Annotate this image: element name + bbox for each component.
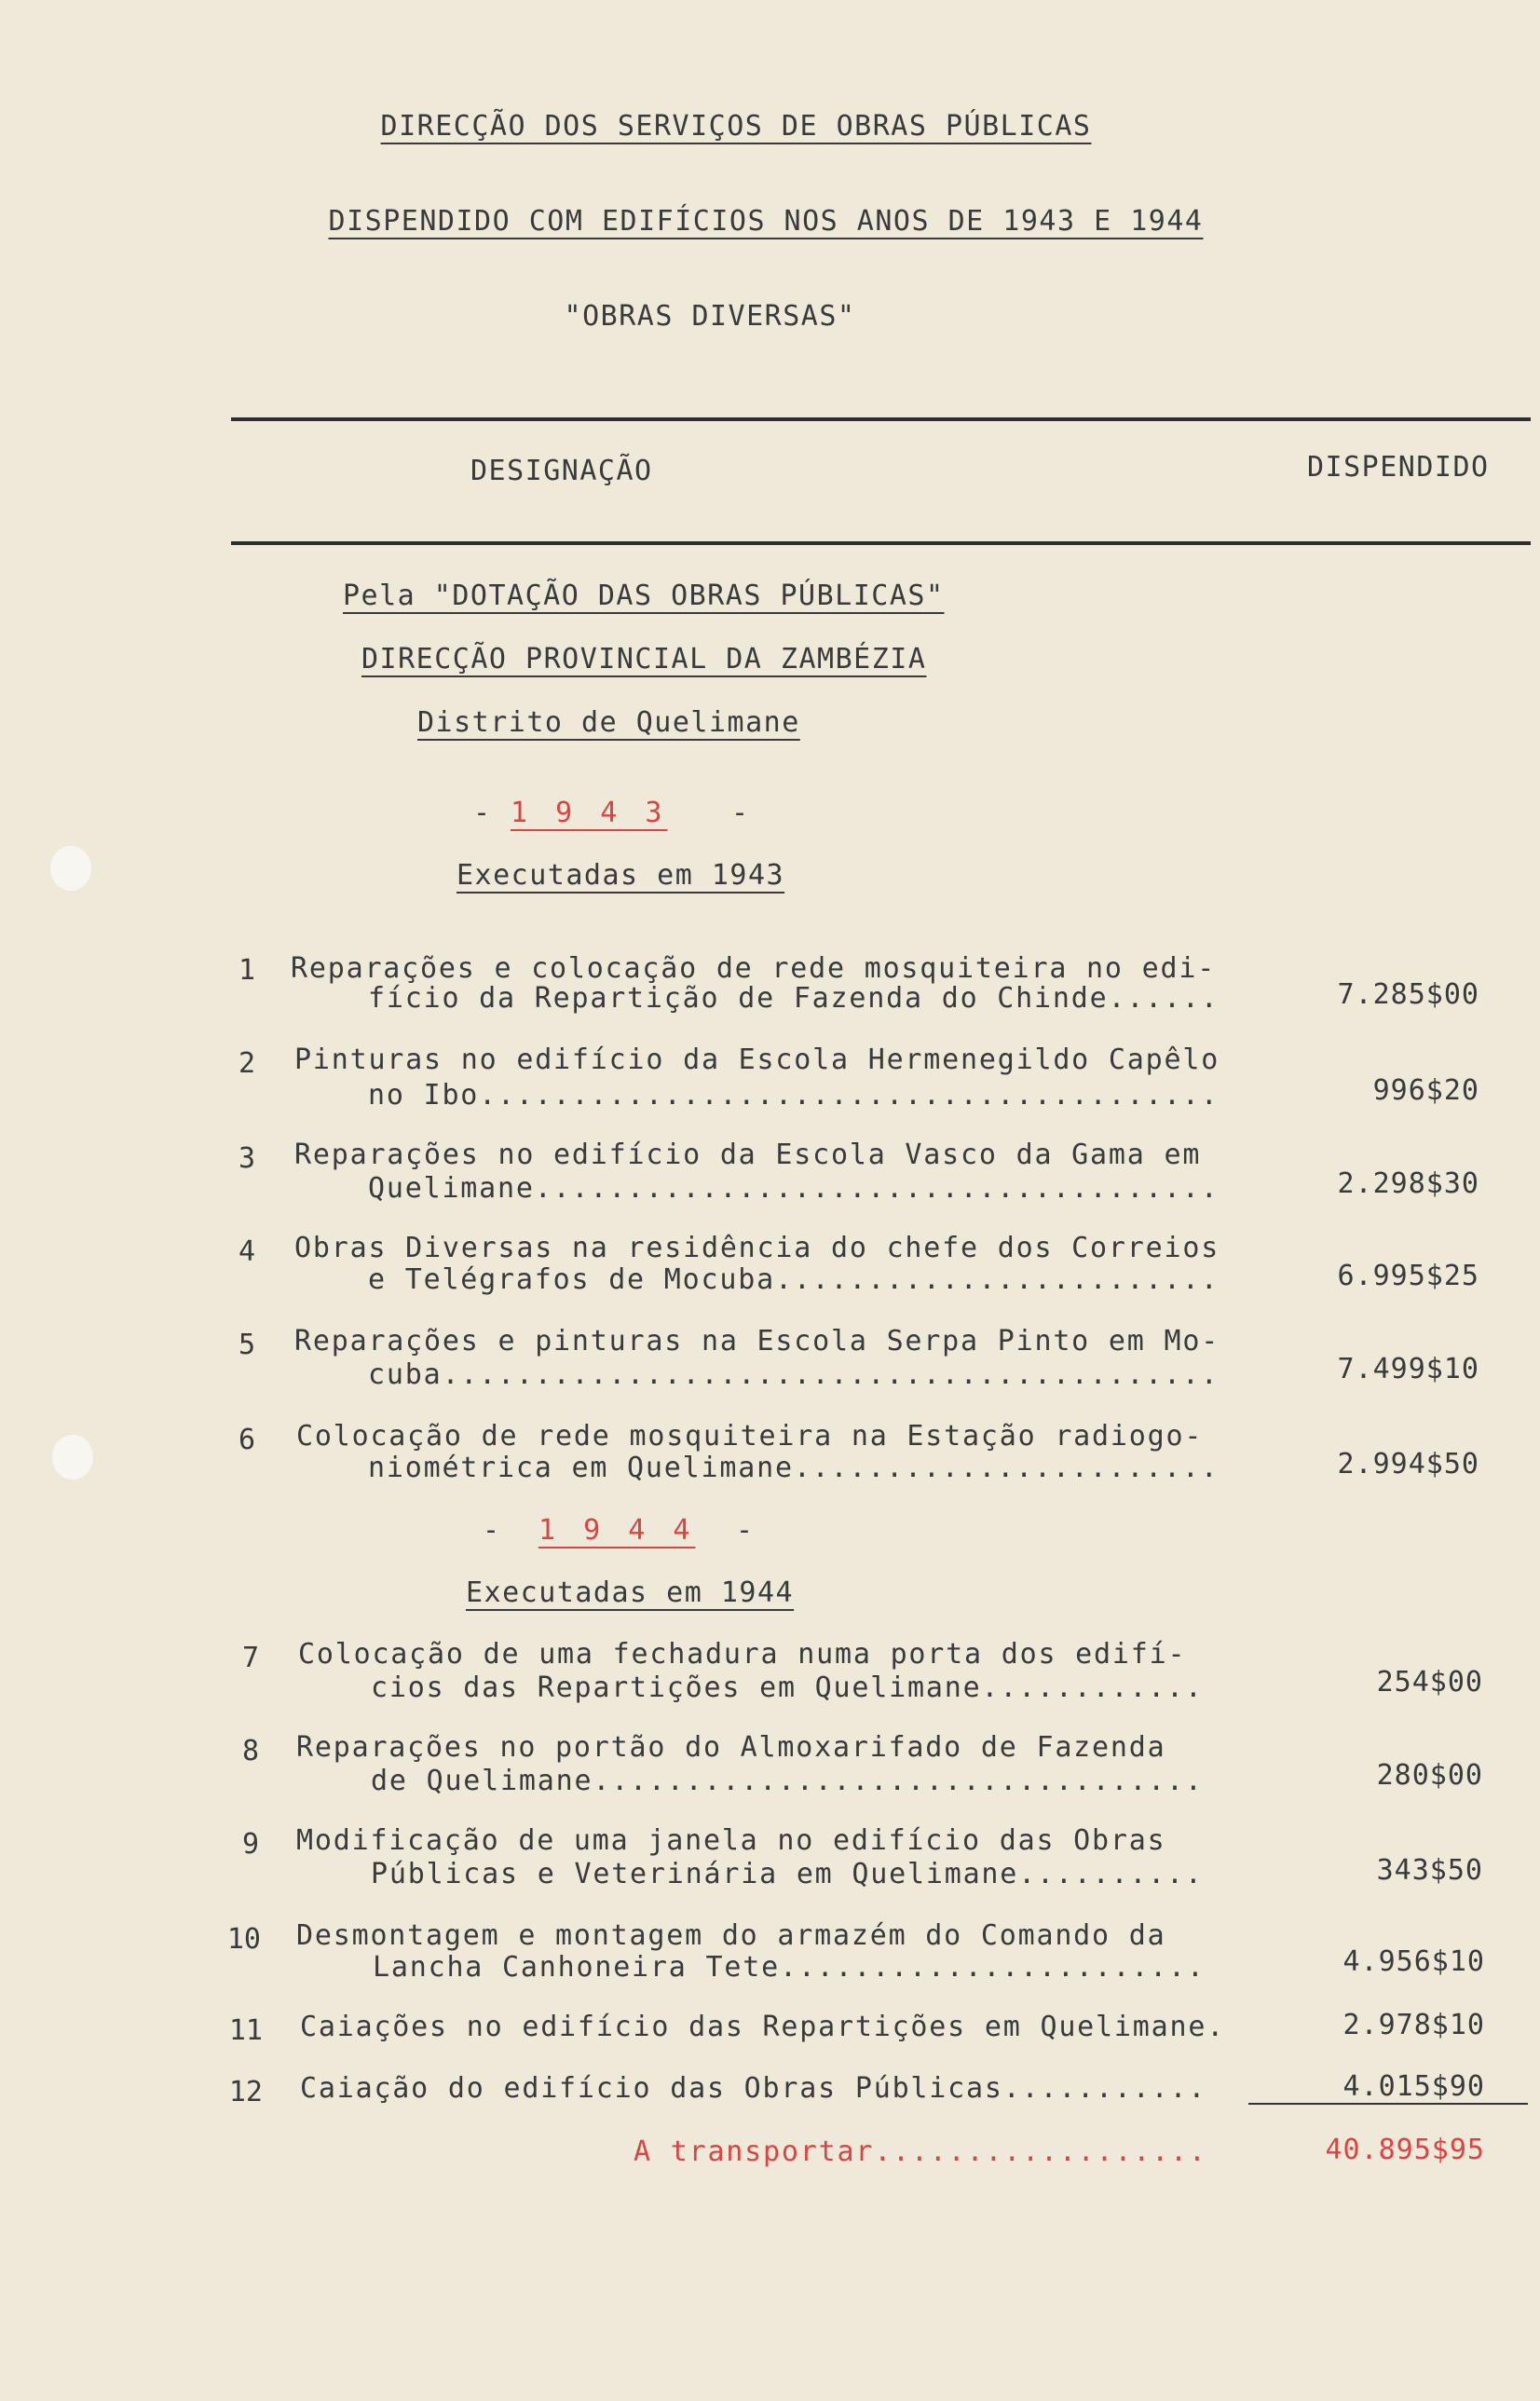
year-dash-right: - — [731, 797, 750, 829]
carry-forward-label: A transportar.................. — [634, 2135, 1207, 2168]
item-description: Reparações e colocação de rede mosquiteira no edi- — [291, 952, 1217, 985]
item-amount: 2.298$30 — [1337, 1167, 1479, 1200]
executed-1944-label: Executadas em 1944 — [466, 1576, 795, 1609]
item-description-cont: no Ibo........................................ — [368, 1079, 1220, 1112]
year-dash-right: - — [736, 1514, 755, 1547]
item-description: Reparações no portão do Almoxarifado de Fazenda — [296, 1731, 1166, 1764]
item-amount: 343$50 — [1376, 1854, 1483, 1887]
district-name: Distrito de Quelimane — [417, 706, 800, 739]
item-amount: 2.994$50 — [1337, 1448, 1479, 1480]
top-rule — [231, 417, 1531, 421]
item-amount: 4.015$90 — [1342, 2070, 1485, 2103]
item-number: 9 — [241, 1828, 259, 1861]
item-number: 2 — [238, 1047, 255, 1080]
item-description: Caiações no edifício das Repartições em Quelimane. — [300, 2011, 1226, 2043]
item-description: Colocação de rede mosquiteira na Estação radiogo- — [296, 1420, 1204, 1453]
column-designation: DESIGNAÇÃO — [470, 455, 653, 487]
carry-forward-amount: 40.895$95 — [1325, 2134, 1485, 2166]
header-report-title: DISPENDIDO COM EDIFÍCIOS NOS ANOS DE 1943 E 1944 — [328, 205, 1204, 238]
item-amount: 996$20 — [1372, 1074, 1479, 1107]
item-description: Pinturas no edifício da Escola Hermenegildo Capêlo — [294, 1044, 1220, 1076]
punch-hole-top — [50, 846, 91, 891]
item-description: Caiação do edifício das Obras Públicas........... — [300, 2072, 1207, 2105]
year-1944: 1 9 4 4 — [538, 1514, 696, 1547]
item-number: 5 — [238, 1329, 255, 1361]
item-description: Reparações e pinturas na Escola Serpa Pinto em Mo- — [294, 1325, 1220, 1357]
column-spent: DISPENDIDO — [1307, 451, 1490, 484]
item-description: Colocação de uma fechadura numa porta dos edifí- — [298, 1638, 1187, 1671]
item-description: Desmontagem e montagem do armazém do Comando da — [296, 1919, 1166, 1952]
item-amount: 254$00 — [1376, 1666, 1483, 1698]
item-number: 11 — [228, 2014, 263, 2047]
item-amount: 4.956$10 — [1342, 1945, 1485, 1978]
item-amount: 280$00 — [1376, 1759, 1483, 1792]
executed-1943-label: Executadas em 1943 — [457, 859, 785, 892]
item-description: Modificação de uma janela no edifício das Obras — [296, 1824, 1166, 1857]
item-amount: 7.499$10 — [1337, 1353, 1479, 1385]
header-subtitle: "OBRAS DIVERSAS" — [564, 300, 856, 333]
item-number: 3 — [238, 1142, 255, 1175]
item-number: 10 — [226, 1923, 261, 1956]
item-description-cont: e Telégrafos de Mocuba........................ — [368, 1263, 1220, 1296]
item-amount: 7.285$00 — [1337, 978, 1479, 1011]
item-description: Obras Diversas na residência do chefe dos Correios — [294, 1232, 1220, 1264]
item-number: 4 — [238, 1235, 255, 1268]
item-number: 6 — [238, 1424, 255, 1456]
sum-line — [1248, 2103, 1528, 2105]
item-description-cont: niométrica em Quelimane....................... — [368, 1452, 1220, 1484]
year-dash-left: - — [483, 1514, 501, 1547]
item-amount: 6.995$25 — [1337, 1260, 1479, 1292]
header-bottom-rule — [231, 541, 1531, 545]
header-office-title: DIRECÇÃO DOS SERVIÇOS DE OBRAS PÚBLICAS — [380, 110, 1092, 143]
item-description-cont: cuba.......................................... — [368, 1358, 1220, 1391]
item-description-cont: fício da Repartição de Fazenda do Chinde...... — [368, 982, 1220, 1015]
item-number: 7 — [241, 1642, 259, 1674]
item-description-cont: cios das Repartições em Quelimane............ — [371, 1671, 1204, 1704]
item-description-cont: Quelimane..................................... — [368, 1172, 1220, 1205]
item-description: Reparações no edifício da Escola Vasco da Gama em — [294, 1139, 1202, 1171]
item-description-cont: de Quelimane................................. — [371, 1765, 1204, 1797]
item-number: 1 — [238, 954, 255, 987]
item-amount: 2.978$10 — [1342, 2009, 1485, 2041]
year-dash-left: - — [473, 797, 492, 829]
item-description-cont: Públicas e Veterinária em Quelimane.......... — [371, 1858, 1204, 1890]
punch-hole-bottom — [52, 1435, 93, 1480]
item-number: 12 — [228, 2076, 263, 2108]
year-1943: 1 9 4 3 — [511, 797, 668, 829]
funding-source: Pela "DOTAÇÃO DAS OBRAS PÚBLICAS" — [343, 580, 945, 612]
item-number: 8 — [241, 1735, 259, 1767]
provincial-directorate: DIRECÇÃO PROVINCIAL DA ZAMBÉZIA — [361, 643, 927, 675]
item-description-cont: Lancha Canhoneira Tete....................... — [373, 1951, 1206, 1984]
